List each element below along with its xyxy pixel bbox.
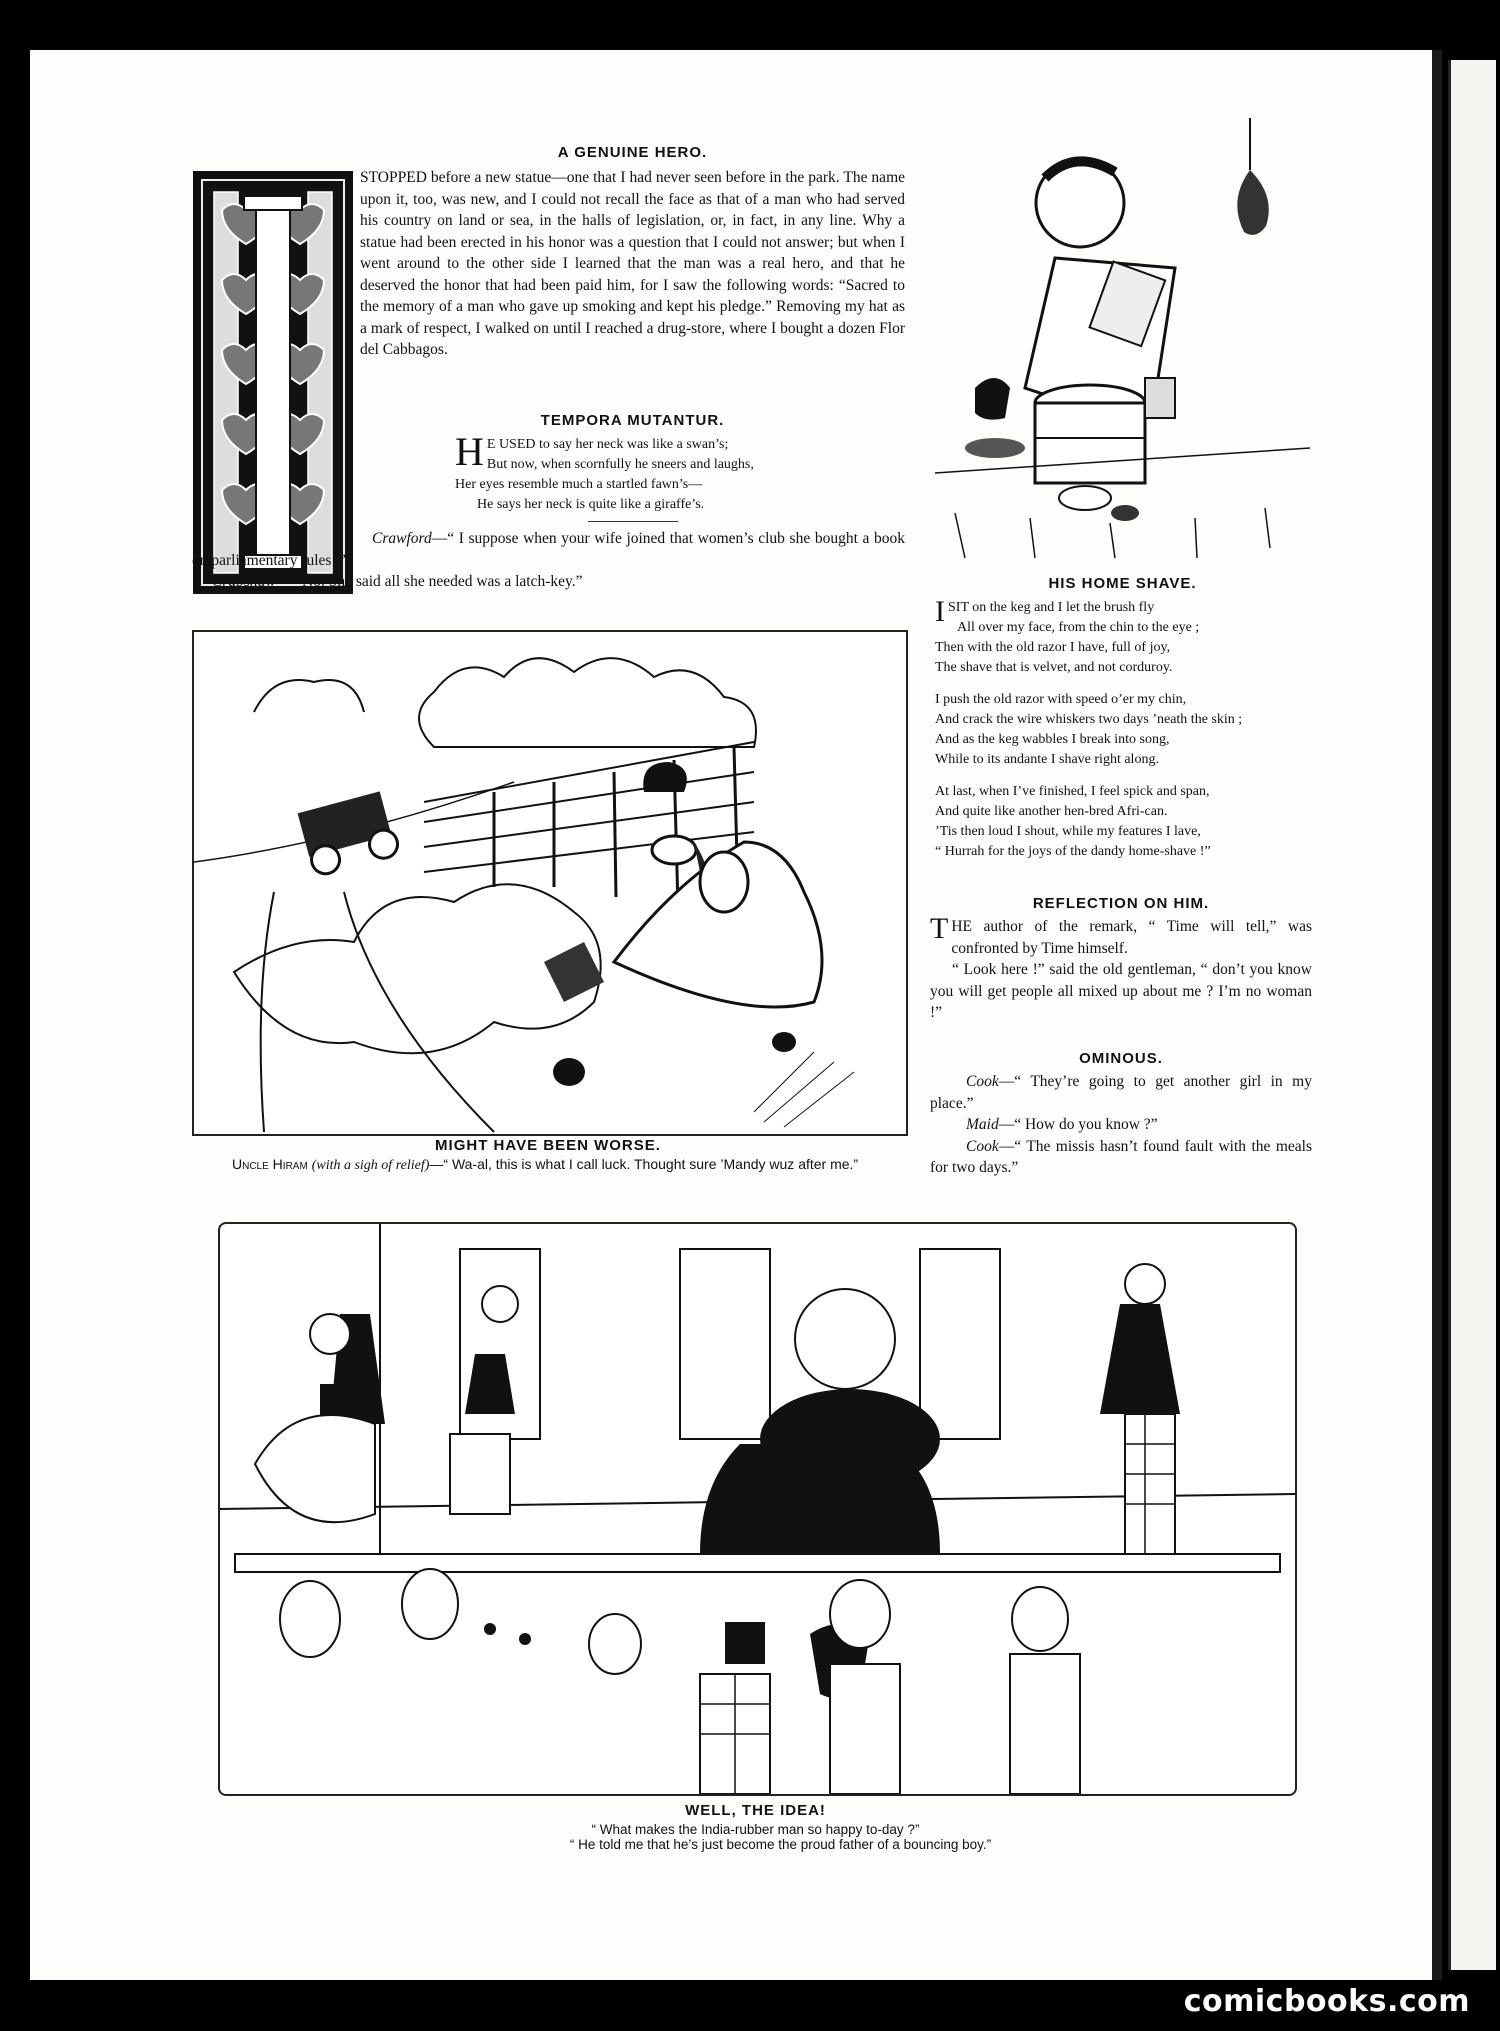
home-shave-illustration <box>935 118 1310 563</box>
tempora-verse <box>360 429 905 515</box>
home-shave-stanza-3 <box>935 782 1310 862</box>
ominous-title: OMINOUS. <box>1079 1050 1163 1067</box>
reflection-title: REFLECTION ON HIM. <box>1032 895 1210 912</box>
speaker-maid: Maid <box>966 1116 999 1133</box>
club-line-2: —“ No. She said all she needed was a latch-key.” <box>275 573 583 590</box>
shave-s1-line-1: SIT on the keg and I let the brush fly <box>948 600 1155 615</box>
shave-s2-line-1: I push the old razor with speed o’er my chin, <box>935 692 1187 707</box>
shave-s1-line-3: Then with the old razor I have, full of joy, <box>935 640 1171 655</box>
speaker-crabshaw: Crabshaw <box>212 573 276 590</box>
tempora-initial: H <box>455 429 484 474</box>
speaker-cook-2: Cook <box>966 1137 999 1155</box>
car-crash-caption <box>192 1137 904 1174</box>
page-spine <box>1432 50 1442 1980</box>
ominous-line-3-text: —“ The missis hasn’t found fault with the meals for two days.” <box>930 1137 1312 1176</box>
dime-museum-illustration <box>218 1222 1297 1796</box>
tempora-line-3: Her eyes resemble much a startled fawn’s— <box>455 477 703 492</box>
car-crash-illustration <box>192 630 908 1136</box>
reflection-initial: T <box>930 912 949 945</box>
home-shave-title: HIS HOME SHAVE. <box>1048 575 1197 592</box>
ominous-line-2 <box>930 1114 1312 1136</box>
shave-s3-line-3: ’Tis then loud I shout, while my features I lave, <box>935 824 1201 839</box>
home-shave-initial: I <box>935 595 945 628</box>
club-joke <box>192 528 905 593</box>
tempora-line-1: E USED to say her neck was like a swan’s; <box>486 437 729 452</box>
watermark: comicbooks.com <box>1183 1984 1470 2019</box>
shave-s1-line-4: The shave that is velvet, and not corduroy. <box>935 660 1173 675</box>
stage-direction: (with a sigh of relief) <box>311 1158 430 1173</box>
dime-museum-line-1: “ What makes the India-rubber man so happy to-day ?” <box>591 1822 920 1837</box>
reflection-p1-text: HE author of the remark, “ Time will tell,” was confronted by Time himself. <box>951 918 1312 957</box>
shave-s3-line-1: At last, when I’ve finished, I feel spick and span, <box>935 784 1210 799</box>
speaker-uncle-hiram: Uncle Hiram <box>232 1156 308 1172</box>
shave-s3-line-4: “ Hurrah for the joys of the dandy home-shave !” <box>935 844 1211 859</box>
car-crash-title: MIGHT HAVE BEEN WORSE. <box>435 1137 661 1154</box>
shave-s2-line-2: And crack the wire whiskers two days ’neath the skin ; <box>935 712 1243 727</box>
shave-s3-line-2: And quite like another hen-bred Afri-can. <box>935 804 1168 819</box>
speaker-cook: Cook <box>966 1073 999 1090</box>
car-crash-dialogue <box>192 1156 904 1174</box>
dime-museum-line-2: “ He told me that he’s just become the proud father of a bouncing boy.” <box>569 1837 992 1852</box>
adjacent-page-edge <box>1448 60 1496 1970</box>
club-line-1: —“ I suppose when your wife joined that women’s club she bought a book on parliamentary rules ?” <box>192 530 905 569</box>
dime-museum-caption <box>218 1802 1293 1852</box>
section-divider <box>588 521 678 522</box>
reflection-p1 <box>930 912 1312 959</box>
ominous-article <box>930 1050 1312 1179</box>
hero-title: A GENUINE HERO. <box>557 144 708 161</box>
uncle-hiram-line: —“ Wa-al, this is what I call luck. Thought sure ’Mandy wuz after me.” <box>429 1156 859 1172</box>
shave-s1-line-2: All over my face, from the chin to the eye ; <box>957 620 1200 635</box>
tempora-title: TEMPORA MUTANTUR. <box>540 412 725 429</box>
tempora-line-2: But now, when scornfully he sneers and laughs, <box>486 457 754 472</box>
hero-article <box>360 144 905 361</box>
shave-s2-line-4: While to its andante I shave right along. <box>935 752 1159 767</box>
home-shave-poem <box>935 575 1310 862</box>
shave-s2-line-3: And as the keg wabbles I break into song, <box>935 732 1170 747</box>
club-exchange-1 <box>192 528 905 571</box>
ominous-line-3 <box>930 1136 1312 1179</box>
home-shave-stanza-2 <box>935 690 1310 770</box>
home-shave-stanza-1 <box>935 595 1310 678</box>
tempora-line-4: He says her neck is quite like a giraffe’s. <box>477 497 705 512</box>
reflection-p2: “ Look here !” said the old gentleman, “ don’t you know you will get people all mixed up about me ? I’m no woman !” <box>930 961 1312 1021</box>
dime-museum-title: WELL, THE IDEA! <box>685 1802 826 1819</box>
ominous-line-1-text: —“ They’re going to get another girl in my place.” <box>930 1073 1312 1112</box>
tempora-poem <box>360 412 905 528</box>
speaker-crawford: Crawford <box>372 530 432 547</box>
ominous-line-2-text: —“ How do you know ?” <box>998 1116 1158 1133</box>
club-exchange-2 <box>192 571 905 593</box>
reflection-article <box>930 895 1312 1024</box>
ominous-line-1 <box>930 1071 1312 1114</box>
hero-body: STOPPED before a new statue—one that I had never seen before in the park. The name upon it, too, was new, and I could not recall the face as that of a man who had served his country on land or sea, in the halls of legislation, or, in fact, in any line. Why a statue had been erected in his honor was a question that I could not answer; but when I went around to the other side I learned that the man was a real hero, and that he deserved the honor that had been paid him, for I saw the following words: “Sacred to the memory of a man who gave up smoking and kept his pledge.” Removing my hat as a mark of respect, I walked on until I reached a drug-store, where I bought a dozen Flor del Cabbagos. <box>360 169 905 358</box>
